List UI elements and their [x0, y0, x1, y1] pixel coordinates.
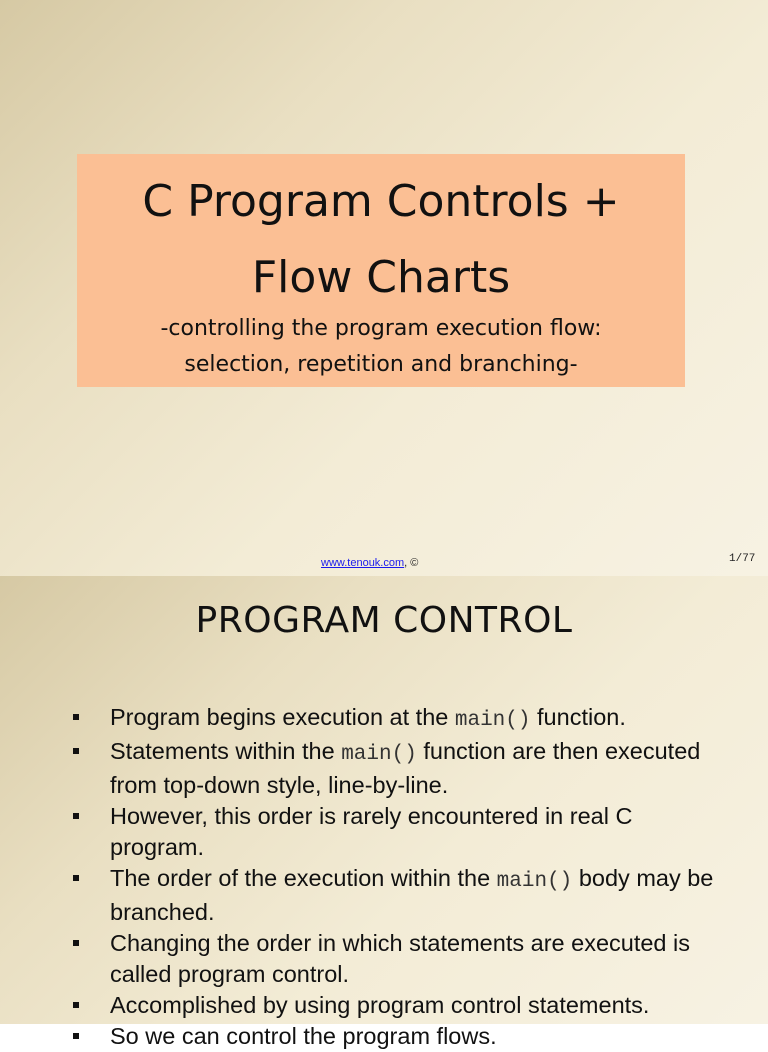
bullet-text: Accomplished by using program control statements. [110, 992, 650, 1018]
bullet-text-continued: body may be branched. [110, 865, 714, 925]
page-number: 1/77 [729, 553, 756, 565]
website-link[interactable]: www.tenouk.com [321, 557, 405, 569]
inline-code: main() [496, 870, 573, 893]
bullet-list [0, 702, 768, 1052]
bullet-text: Changing the order in which statements are executed is called program control. [110, 930, 690, 987]
inline-code: main() [341, 743, 417, 766]
bullet-item [0, 928, 768, 990]
bullet-text-continued: function are then executed from top-down style, line-by-line. [110, 738, 701, 798]
square-bullet-icon [73, 940, 79, 946]
square-bullet-icon [73, 714, 79, 720]
footer-credit [321, 557, 418, 569]
bullet-item [0, 990, 768, 1021]
title-line-2: Flow Charts [251, 252, 511, 303]
slide-2 [0, 576, 768, 1049]
bullet-item [0, 702, 768, 736]
slide-title [77, 164, 685, 316]
title-box [77, 154, 685, 387]
square-bullet-icon [73, 813, 79, 819]
bullet-text: However, this order is rarely encountered in real C program. [110, 803, 633, 860]
square-bullet-icon [73, 1002, 79, 1008]
square-bullet-icon [73, 748, 79, 754]
bullet-item [0, 863, 768, 928]
square-bullet-icon [73, 875, 79, 881]
square-bullet-icon [73, 1033, 79, 1039]
slide-subtitle [77, 311, 685, 383]
bullet-text: Statements within the [110, 738, 342, 764]
bullet-text: So we can control the program flows. [110, 1023, 497, 1049]
bullet-text: Program begins execution at the [110, 704, 455, 730]
slide-2-title: PROGRAM CONTROL [195, 600, 573, 641]
bullet-item [0, 736, 768, 801]
bullet-item [0, 1021, 768, 1052]
bullet-item [0, 801, 768, 863]
subtitle-line-1: -controlling the program execution flow: [160, 316, 602, 341]
inline-code: main() [454, 709, 531, 732]
copyright-text: , © [404, 557, 419, 569]
bullet-text-continued: function. [530, 704, 626, 730]
title-line-1: C Program Controls + [142, 176, 620, 227]
subtitle-line-2: selection, repetition and branching- [184, 352, 578, 377]
bullet-text: The order of the execution within the [110, 865, 497, 891]
